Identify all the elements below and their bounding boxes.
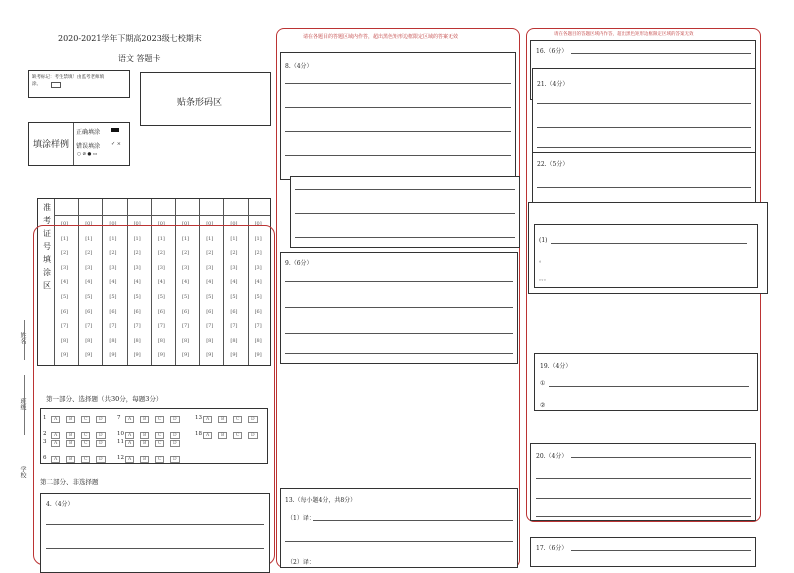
admission-digit-bubble[interactable]: [4] bbox=[254, 279, 262, 286]
choice-option-bubble[interactable]: A bbox=[51, 432, 60, 439]
admission-digit-bubble[interactable]: [7] bbox=[157, 323, 165, 330]
q19-item1: ① bbox=[540, 380, 546, 387]
admission-digit-bubble[interactable]: [0] bbox=[157, 221, 165, 227]
choice-option-bubble[interactable]: B bbox=[140, 416, 149, 423]
school-side-label: 学校 bbox=[19, 466, 26, 478]
admission-digit-bubble[interactable]: [7] bbox=[109, 323, 117, 330]
admission-digit-bubble[interactable]: [2] bbox=[133, 250, 141, 257]
admission-digit-bubble[interactable]: [5] bbox=[157, 294, 165, 300]
admission-digit-bubble[interactable]: [3] bbox=[133, 264, 141, 271]
sub3-label: 。。。 bbox=[539, 276, 550, 282]
q13-label: 13.（每小题4分，共8分） bbox=[285, 497, 357, 504]
admission-digit-bubble[interactable]: [2] bbox=[109, 250, 117, 257]
sub-answer-box bbox=[534, 224, 758, 288]
admission-digit-bubble[interactable]: [8] bbox=[133, 337, 141, 344]
choice-option-bubble[interactable]: D bbox=[248, 432, 258, 439]
choice-option-bubble[interactable]: D bbox=[170, 432, 180, 439]
admission-digit-bubble[interactable]: [2] bbox=[182, 250, 190, 257]
admission-digit-bubble[interactable]: [3] bbox=[61, 264, 69, 271]
admission-digit-bubble[interactable]: [2] bbox=[85, 250, 93, 257]
admission-digit-bubble[interactable]: [4] bbox=[61, 279, 69, 286]
barcode-label: 贴条形码区 bbox=[177, 98, 223, 108]
admission-char: 涂 bbox=[43, 268, 51, 277]
admission-digit-bubble[interactable]: [3] bbox=[206, 264, 214, 271]
choice-option-bubble[interactable]: D bbox=[170, 456, 180, 463]
admission-digit-bubble[interactable]: [1] bbox=[133, 235, 141, 242]
admission-digit-bubble[interactable]: [3] bbox=[109, 264, 117, 271]
admission-digit-bubble[interactable]: [1] bbox=[182, 235, 190, 242]
choice-option-bubble[interactable]: C bbox=[155, 432, 164, 439]
fill-sample-label: 填涂样例 bbox=[33, 140, 70, 150]
admission-digit-bubble[interactable]: [6] bbox=[109, 308, 117, 315]
choice-option-bubble[interactable]: B bbox=[66, 416, 75, 423]
choice-option-bubble[interactable]: A bbox=[125, 416, 134, 423]
admission-digit-bubble[interactable]: [8] bbox=[254, 337, 262, 344]
admission-digit-bubble[interactable]: [1] bbox=[85, 235, 93, 242]
fill-sample-box bbox=[28, 122, 130, 166]
admission-digit-bubble[interactable]: [4] bbox=[133, 279, 141, 286]
question-number: 18 bbox=[195, 431, 202, 437]
choice-option-bubble[interactable]: B bbox=[218, 432, 227, 439]
admission-digit-bubble[interactable]: [6] bbox=[157, 308, 165, 315]
admission-digit-bubble[interactable]: [7] bbox=[61, 323, 69, 330]
admission-digit-bubble[interactable]: [1] bbox=[230, 235, 238, 242]
wrong-fill-symbols-row2: ○ ⊘ ● ▭ bbox=[77, 152, 98, 157]
admission-digit-bubble[interactable]: [7] bbox=[85, 323, 93, 330]
admission-digit-bubble[interactable]: [6] bbox=[206, 308, 214, 315]
exam-subtitle: 语文 答题卡 bbox=[118, 54, 161, 63]
sub1-label: (1) bbox=[539, 237, 548, 244]
admission-digit-bubble[interactable]: [3] bbox=[157, 264, 165, 271]
admission-digit-bubble[interactable]: [8] bbox=[61, 337, 69, 344]
admission-digit-bubble[interactable]: [5] bbox=[230, 294, 238, 300]
choice-option-bubble[interactable]: A bbox=[51, 440, 60, 447]
column3-notice: 请在各题目的答题区域内作答，超出黑色矩形边框限定区域的答案无效 bbox=[554, 32, 694, 37]
admission-digit-bubble[interactable]: [5] bbox=[109, 294, 117, 300]
choice-option-bubble[interactable]: D bbox=[170, 416, 180, 423]
choice-option-bubble[interactable]: C bbox=[81, 432, 90, 439]
admission-digit-bubble[interactable]: [8] bbox=[230, 337, 238, 344]
choice-option-bubble[interactable]: D bbox=[170, 440, 180, 447]
q17-box bbox=[530, 537, 756, 567]
admission-digit-bubble[interactable]: [1] bbox=[157, 235, 165, 242]
admission-digit-bubble[interactable]: [7] bbox=[206, 323, 214, 330]
admission-digit-bubble[interactable]: [0] bbox=[61, 221, 69, 227]
missing-mark-label: 缺考标记：考生禁填！由监考老师填涂。 bbox=[32, 75, 104, 87]
q13-box bbox=[280, 488, 518, 568]
name-side-label: 姓名 bbox=[19, 332, 26, 344]
admission-digit-bubble[interactable]: [6] bbox=[61, 308, 69, 315]
question-number: 2 bbox=[43, 431, 47, 437]
choice-option-bubble[interactable]: D bbox=[248, 416, 258, 423]
admission-digit-bubble[interactable]: [6] bbox=[254, 308, 262, 315]
q19-box bbox=[534, 353, 758, 411]
admission-char: 准 bbox=[43, 203, 51, 212]
choice-option-bubble[interactable]: D bbox=[96, 440, 106, 447]
choice-option-bubble[interactable]: B bbox=[66, 432, 75, 439]
wrong-fill-symbols: ✓ × bbox=[111, 141, 121, 147]
admission-digit-bubble[interactable]: [3] bbox=[85, 264, 93, 271]
admission-digit-bubble[interactable]: [1] bbox=[61, 235, 69, 242]
admission-char: 号 bbox=[43, 242, 51, 251]
q21-box bbox=[532, 68, 756, 156]
question-number: 11 bbox=[117, 439, 124, 445]
choice-option-bubble[interactable]: A bbox=[51, 456, 60, 463]
choice-option-bubble[interactable]: B bbox=[218, 416, 227, 423]
admission-digit-bubble[interactable]: [0] bbox=[206, 221, 214, 227]
q8-box bbox=[280, 52, 516, 180]
admission-digit-bubble[interactable]: [0] bbox=[133, 221, 141, 227]
wrong-fill-label: 错误填涂 bbox=[76, 143, 101, 150]
admission-digit-bubble[interactable]: [9] bbox=[182, 352, 190, 359]
section2-title: 第二部分、非选择题 bbox=[40, 478, 99, 486]
choice-option-bubble[interactable]: B bbox=[66, 440, 75, 447]
q22-label: 22.（5分） bbox=[537, 161, 569, 168]
choice-option-bubble[interactable]: D bbox=[96, 456, 106, 463]
admission-digit-bubble[interactable]: [5] bbox=[206, 294, 214, 300]
q13-sub1-label: （1）译： bbox=[287, 515, 315, 522]
admission-digit-bubble[interactable]: [1] bbox=[254, 235, 262, 242]
q9-label: 9.（6分） bbox=[285, 260, 313, 267]
admission-digit-bubble[interactable]: [9] bbox=[157, 352, 165, 359]
admission-digit-bubble[interactable]: [8] bbox=[157, 337, 165, 344]
admission-digit-bubble[interactable]: [1] bbox=[206, 235, 214, 242]
admission-digit-bubble[interactable]: [5] bbox=[254, 294, 262, 300]
admission-digit-bubble[interactable]: [6] bbox=[133, 308, 141, 315]
admission-digit-bubble[interactable]: [4] bbox=[109, 279, 117, 286]
admission-digit-bubble[interactable]: [9] bbox=[206, 352, 214, 359]
missing-mark-checkbox[interactable] bbox=[51, 82, 61, 88]
admission-digit-bubble[interactable]: [2] bbox=[157, 250, 165, 257]
admission-digit-bubble[interactable]: [8] bbox=[182, 337, 190, 344]
choice-option-bubble[interactable]: A bbox=[125, 440, 134, 447]
admission-digit-bubble[interactable]: [6] bbox=[85, 308, 93, 315]
q8-label: 8.（4分） bbox=[285, 63, 313, 70]
admission-digit-bubble[interactable]: [9] bbox=[85, 352, 93, 359]
admission-digit-bubble[interactable]: [0] bbox=[182, 221, 190, 227]
admission-digit-bubble[interactable]: [6] bbox=[182, 308, 190, 315]
question-number: 10 bbox=[117, 431, 124, 437]
admission-digit-bubble[interactable]: [9] bbox=[109, 352, 117, 359]
q17-label: 17.（6分） bbox=[536, 545, 568, 552]
sub2-label: 。 bbox=[539, 257, 546, 264]
q16-label: 16.（6分） bbox=[536, 48, 568, 55]
choice-option-bubble[interactable]: C bbox=[233, 432, 242, 439]
admission-digit-bubble[interactable]: [7] bbox=[182, 323, 190, 330]
admission-digit-bubble[interactable]: [2] bbox=[61, 250, 69, 257]
admission-digit-bubble[interactable]: [8] bbox=[109, 337, 117, 344]
admission-digit-bubble[interactable]: [0] bbox=[254, 221, 262, 227]
q13-sub2-label: （2）译： bbox=[287, 559, 315, 566]
choice-option-bubble[interactable]: A bbox=[125, 456, 134, 463]
missing-mark-box bbox=[28, 70, 130, 98]
choice-option-bubble[interactable]: B bbox=[140, 440, 149, 447]
question-number: 13 bbox=[195, 415, 202, 421]
choice-option-bubble[interactable]: A bbox=[203, 416, 212, 423]
admission-digit-bubble[interactable]: [2] bbox=[230, 250, 238, 257]
q19-item2: ② bbox=[540, 402, 546, 409]
choice-option-bubble[interactable]: C bbox=[81, 456, 90, 463]
choice-option-bubble[interactable]: A bbox=[51, 416, 60, 423]
admission-digit-bubble[interactable]: [4] bbox=[206, 279, 214, 286]
q4-box bbox=[40, 493, 270, 573]
correct-fill-label: 正确填涂 bbox=[76, 129, 101, 136]
admission-digit-bubble[interactable]: [3] bbox=[182, 264, 190, 271]
class-side-label: 班级 bbox=[19, 398, 26, 410]
admission-digit-bubble[interactable]: [6] bbox=[230, 308, 238, 315]
choice-option-bubble[interactable]: C bbox=[155, 456, 164, 463]
admission-digit-bubble[interactable]: [4] bbox=[85, 279, 93, 286]
admission-digit-bubble[interactable]: [5] bbox=[85, 294, 93, 300]
question-number: 3 bbox=[43, 439, 47, 445]
barcode-area bbox=[140, 72, 271, 126]
choice-option-bubble[interactable]: D bbox=[96, 432, 106, 439]
question-number: 12 bbox=[117, 455, 124, 461]
choice-option-bubble[interactable]: A bbox=[203, 432, 212, 439]
choice-option-bubble[interactable]: A bbox=[125, 432, 134, 439]
q4-label: 4.（4分） bbox=[46, 501, 74, 508]
admission-digit-bubble[interactable]: [8] bbox=[206, 337, 214, 344]
choice-grid bbox=[40, 408, 268, 464]
choice-option-bubble[interactable]: D bbox=[96, 416, 106, 423]
choice-option-bubble[interactable]: C bbox=[81, 440, 90, 447]
admission-digit-bubble[interactable]: [9] bbox=[254, 352, 262, 359]
section1-title: 第一部分、选择题（共30分，每题3分） bbox=[46, 395, 163, 403]
admission-digit-bubble[interactable]: [4] bbox=[157, 279, 165, 286]
admission-digit-bubble[interactable]: [0] bbox=[230, 221, 238, 227]
choice-option-bubble[interactable]: B bbox=[140, 456, 149, 463]
admission-digit-bubble[interactable]: [3] bbox=[254, 264, 262, 271]
correct-fill-sample bbox=[111, 128, 119, 132]
q20-label: 20.（4分） bbox=[536, 453, 568, 460]
question-number: 6 bbox=[43, 455, 47, 461]
q20-box bbox=[530, 443, 756, 521]
admission-digit-bubble[interactable]: [7] bbox=[254, 323, 262, 330]
q8-overflow-box bbox=[290, 176, 520, 248]
admission-digit-bubble[interactable]: [5] bbox=[61, 294, 69, 300]
admission-digit-bubble[interactable]: [4] bbox=[182, 279, 190, 286]
admission-digit-bubble[interactable]: [2] bbox=[254, 250, 262, 257]
question-number: 1 bbox=[43, 415, 47, 421]
admission-char: 填 bbox=[43, 255, 51, 264]
admission-digit-bubble[interactable]: [2] bbox=[206, 250, 214, 257]
choice-option-bubble[interactable]: B bbox=[66, 456, 75, 463]
admission-digit-bubble[interactable]: [3] bbox=[230, 264, 238, 271]
admission-digit-bubble[interactable]: [7] bbox=[230, 323, 238, 330]
admission-digit-bubble[interactable]: [9] bbox=[133, 352, 141, 359]
admission-digit-bubble[interactable]: [5] bbox=[133, 294, 141, 300]
q19-label: 19.（4分） bbox=[540, 363, 572, 370]
choice-option-bubble[interactable]: B bbox=[140, 432, 149, 439]
admission-digit-bubble[interactable]: [1] bbox=[109, 235, 117, 242]
choice-option-bubble[interactable]: C bbox=[233, 416, 242, 423]
admission-char: 区 bbox=[43, 281, 51, 290]
choice-option-bubble[interactable]: C bbox=[155, 440, 164, 447]
q9-box bbox=[280, 252, 518, 364]
admission-digit-bubble[interactable]: [5] bbox=[182, 294, 190, 300]
admission-digit-bubble[interactable]: [4] bbox=[230, 279, 238, 286]
admission-digit-bubble[interactable]: [0] bbox=[109, 221, 117, 227]
admission-digit-bubble[interactable]: [8] bbox=[85, 337, 93, 344]
admission-digit-bubble[interactable]: [9] bbox=[230, 352, 238, 359]
choice-option-bubble[interactable]: C bbox=[81, 416, 90, 423]
choice-option-bubble[interactable]: C bbox=[155, 416, 164, 423]
admission-char: 考 bbox=[43, 216, 51, 225]
exam-title: 2020-2021学年下期高2023级七校期末 bbox=[58, 34, 202, 43]
admission-char: 证 bbox=[43, 229, 51, 238]
column2-notice: 请在各题目的答题区域内作答，超出黑色矩形边框限定区域的答案无效 bbox=[303, 34, 459, 40]
admission-digit-bubble[interactable]: [7] bbox=[133, 323, 141, 330]
admission-digit-bubble[interactable]: [0] bbox=[85, 221, 93, 227]
question-number: 7 bbox=[117, 415, 121, 421]
admission-digit-bubble[interactable]: [9] bbox=[61, 352, 69, 359]
q21-label: 21.（4分） bbox=[537, 81, 569, 88]
